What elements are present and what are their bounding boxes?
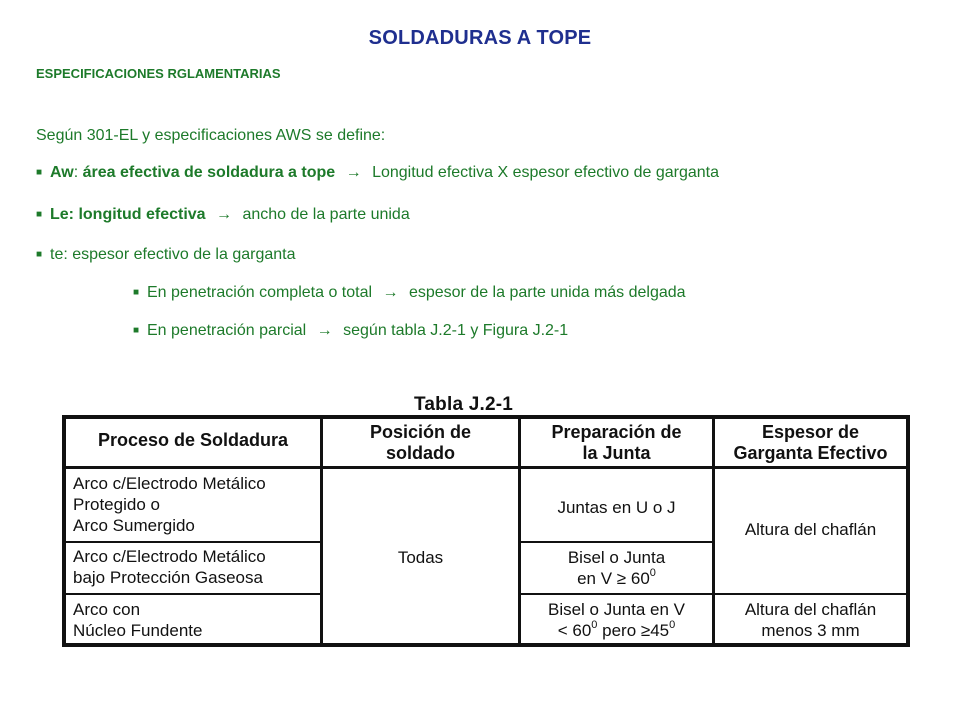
bullet-le-rest: ancho de la parte unida xyxy=(242,206,410,223)
right-arrow-icon: → xyxy=(216,206,233,223)
process-row-2-line-1: Arco c/Electrodo Metálico xyxy=(73,547,266,566)
bullet-aw-rest: Longitud efectiva X espesor efectivo de garganta xyxy=(372,164,719,181)
process-row-1 xyxy=(66,473,320,541)
table-header-process: Proceso de Soldadura xyxy=(97,430,289,450)
sub-bullet-complete-penetration xyxy=(133,284,686,302)
process-row-3-line-2: Núcleo Fundente xyxy=(73,621,203,640)
square-bullet-icon: ■ xyxy=(133,287,140,298)
square-bullet-icon: ■ xyxy=(36,167,43,178)
preparation-row-1: Juntas en U o J xyxy=(557,498,676,517)
degree-superscript: 0 xyxy=(591,619,598,631)
table-header-preparation-line-1: Preparación de xyxy=(551,422,682,442)
bullet-item-te xyxy=(36,246,296,264)
table-header-divider xyxy=(66,466,906,469)
thickness-row-1: Altura del chaflán xyxy=(744,520,877,539)
bullet-te-text: te: espesor efectivo de la garganta xyxy=(50,246,296,263)
right-arrow-icon: → xyxy=(316,322,333,339)
table-header-preparation-line-2: la Junta xyxy=(582,443,651,463)
process-row-divider-2 xyxy=(66,593,320,595)
right-arrow-icon: → xyxy=(345,164,362,181)
sub-bullet-partial-prefix: En penetración parcial xyxy=(147,322,307,339)
thickness-row-2 xyxy=(715,599,906,643)
sub-bullet-complete-rest: espesor de la parte unida más delgada xyxy=(408,284,686,301)
process-row-1-line-2: Protegido o xyxy=(73,495,160,514)
preparation-row-2 xyxy=(521,547,712,593)
table-title: Tabla J.2-1 xyxy=(414,394,513,415)
bullet-le-label: Le: xyxy=(50,206,74,223)
bullet-aw-separator: : xyxy=(73,164,79,181)
sub-bullet-complete-prefix: En penetración completa o total xyxy=(147,284,373,301)
table-header-position-line-1: Posición de xyxy=(369,422,472,442)
welding-spec-table xyxy=(62,415,910,647)
preparation-row-3 xyxy=(521,599,712,643)
bullet-aw-label: Aw xyxy=(50,164,74,181)
process-row-3 xyxy=(66,599,320,643)
preparation-row-3-angle-ge: ≥45 xyxy=(640,621,670,640)
thickness-row-divider xyxy=(715,593,906,595)
bullet-item-le xyxy=(36,206,410,224)
bullet-item-aw xyxy=(36,164,719,182)
process-row-divider-1 xyxy=(66,541,320,543)
table-header-thickness-line-1: Espesor de xyxy=(761,422,860,442)
table-header-preparation xyxy=(521,422,712,466)
thickness-row-2-line-2: menos 3 mm xyxy=(761,621,860,640)
table-header-position xyxy=(323,422,518,466)
table-header-position-line-2: soldado xyxy=(385,443,455,463)
square-bullet-icon: ■ xyxy=(36,209,43,220)
table-header-thickness xyxy=(715,422,906,466)
thickness-row-2-line-1: Altura del chaflán xyxy=(744,600,877,619)
square-bullet-icon: ■ xyxy=(133,325,140,336)
process-row-1-line-3: Arco Sumergido xyxy=(73,516,195,535)
preparation-row-3-angle-lt: < 60 xyxy=(557,621,592,640)
preparation-row-3-line-2 xyxy=(521,620,712,641)
preparation-row-divider-2 xyxy=(521,593,712,595)
process-row-2 xyxy=(66,546,320,592)
greater-equal-symbol: ≥ xyxy=(616,569,627,588)
preparation-row-divider-1 xyxy=(521,541,712,543)
page-title: SOLDADURAS A TOPE xyxy=(368,27,592,49)
preparation-row-3-line-1: Bisel o Junta en V xyxy=(547,600,686,619)
bullet-aw-strong-text: área efectiva de soldadura a tope xyxy=(82,164,336,181)
right-arrow-icon: → xyxy=(382,284,399,301)
bullet-le-strong-text: longitud efectiva xyxy=(78,206,206,223)
preparation-row-2-line-1: Bisel o Junta xyxy=(567,548,666,567)
page-subtitle: ESPECIFICACIONES RGLAMENTARIAS xyxy=(36,66,281,81)
process-row-2-line-2: bajo Protección Gaseosa xyxy=(73,568,263,587)
sub-bullet-partial-rest: según tabla J.2-1 y Figura J.2-1 xyxy=(343,322,569,339)
intro-text: Según 301-EL y especificaciones AWS se define: xyxy=(36,127,386,144)
sub-bullet-partial-penetration xyxy=(133,322,568,340)
table-header-thickness-line-2: Garganta Efectivo xyxy=(733,443,888,463)
process-row-3-line-1: Arco con xyxy=(73,600,141,619)
preparation-row-2-line-2 xyxy=(521,568,712,589)
degree-superscript: 0 xyxy=(649,567,656,579)
process-row-1-line-1: Arco c/Electrodo Metálico xyxy=(73,474,266,493)
degree-superscript: 0 xyxy=(669,619,676,631)
position-value-all: Todas xyxy=(397,548,444,567)
preparation-row-2-angle-value: 60 xyxy=(630,569,650,588)
preparation-row-3-connector: pero xyxy=(597,621,641,640)
square-bullet-icon: ■ xyxy=(36,249,43,260)
preparation-row-2-angle-label: en V xyxy=(577,569,613,588)
